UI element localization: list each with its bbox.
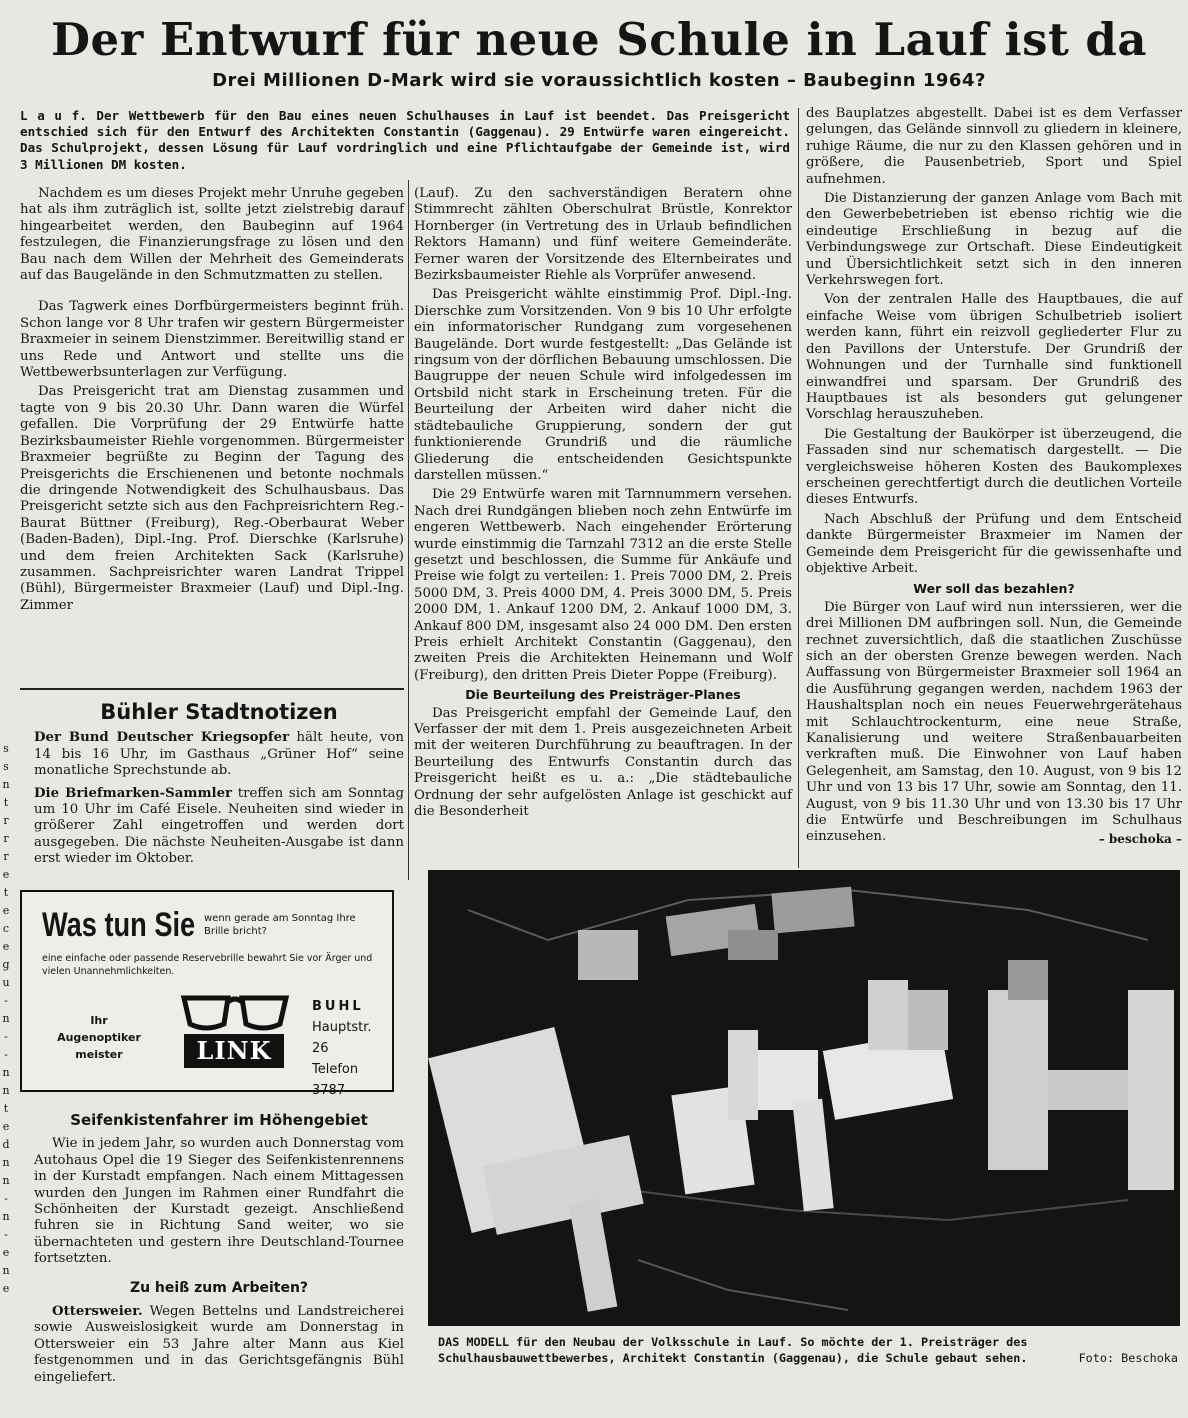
- col1-paragraph: Das Tagwerk eines Dorfbürgermeisters beginnt früh. Schon lange vor 8 Uhr trafen wir gestern Bürgermeister Braxmeier in seinem Dienstzimmer. Bereitwillig stand er uns Rede und Antwort und stellte uns die Wettbewerbsunterlagen zur Verfügung.: [20, 299, 404, 381]
- edge-letter: n: [2, 1066, 10, 1079]
- seifen-text: Wie in jedem Jahr, so wurden auch Donnerstag vom Autohaus Opel die 19 Sieger des Seifenkistenrennens in der Kurstadt empfangen. Nach einem Mittagessen wurden den Jungen im Rahmen einer Rundfahrt die Schönheiten der Kurstadt gezeigt. Anschließend fuhren sie in Richtung Sand weiter, wo sie übernachteten und gestern ihre Deutschland-Tournee fortsetzten.: [34, 1136, 404, 1267]
- col3-paragraph: Die Gestaltung der Baukörper ist überzeugend, die Fassaden sind nur schematisch dargestellt. — Die vergleichsweise höheren Kosten des Baukomplexes erscheinen gerechtfertigt durch die deutlichen Vorteile dieses Entwurfs.: [806, 426, 1182, 508]
- edge-letter: n: [2, 1156, 10, 1169]
- edge-letter: e: [2, 940, 10, 953]
- notice-paragraph: [34, 786, 404, 868]
- col3-paragraph: Die Distanzierung der ganzen Anlage vom Bach mit den Gewerbebetrieben ist ebenso richtig wie die eindeutige Erschließung in bezug auf die Verbindungswege zur Ortschaft. Diese Eindeutigkeit und Übersichtlichkeit setzt sich in den inneren Verkehrswegen fort.: [806, 191, 1182, 289]
- column-1: [20, 186, 404, 617]
- ad-address: [312, 996, 392, 1101]
- ad-meister: meister: [75, 1048, 123, 1061]
- edge-letter: e: [2, 868, 10, 881]
- col3-paragraph: Von der zentralen Halle des Hauptbaues, die auf einfache Weise vom übrigen Schulbetrieb isoliert werden kann, führt ein reizvoll gegliederter Flur zu den Pavillons der Unterstufe. Der Grundriß der Wohnungen und der Turnhalle sind funktionell einwandfrei und sparsam. Der Grundriß des Hauptbaues ist als besonders gut gelungener Vorschlag herauszuheben.: [806, 292, 1182, 423]
- col1-paragraph: Nachdem es um dieses Projekt mehr Unruhe gegeben hat als ihm zuträglich ist, sollte jetzt zielstrebig darauf hingearbeitet werden, den Baubeginn auf 1964 festzulegen, die Finanzierungsfrage zu lösen und den Bau nach dem Willen der Mehrheit des Gemeinderats auf das Baugelände in den Schmutzmatten zu stellen.: [20, 186, 404, 284]
- ad-title: Was tun Sie: [42, 906, 196, 944]
- ad-ihr: Ihr: [90, 1014, 108, 1027]
- heiss-bold: Ottersweier.: [52, 1304, 143, 1320]
- heiss-paragraph: [34, 1304, 404, 1386]
- ad-street: Hauptstr. 26: [312, 1020, 372, 1056]
- photo-credit: Foto: Beschoka: [1078, 1351, 1178, 1365]
- left-edge-fragments: [0, 740, 12, 1298]
- edge-letter: -: [4, 994, 8, 1007]
- col2-paragraph: Das Preisgericht wählte einstimmig Prof. Dipl.-Ing. Dierschke zum Vorsitzenden. Von 9 bis 10 Uhr erfolgte ein informatorischer Rundgang zum vorgesehenen Baugelände. Dort wurde festgestellt: „Das Gelände ist ringsum von der dörflichen Bebauung umschlossen. Die Baugruppe der neuen Schule wird infolgedessen im Ortsbild nicht stark in Erscheinung treten. Für die Beurteilung der Arbeiten wird daher nicht die städtebauliche Gruppierung, sondern der gut funktionierende Grundriß und die räumliche Gliederung die entscheidenden Gesichtspunkte darstellen müssen.“: [414, 287, 792, 483]
- ad-tagline: eine einfache oder passende Reservebrille bewahrt Sie vor Ärger und vielen Unannehmlichkeiten.: [42, 953, 373, 977]
- column-3: [806, 106, 1182, 847]
- col2-paragraph: Die 29 Entwürfe waren mit Tarnnummern versehen. Nach drei Rundgängen blieben noch zehn Entwürfe im engeren Wettbewerb. Nach eingehender Erörterung wurde einstimmig die Tarnzahl 7312 an die erste Stelle gesetzt und beschlossen, die Summe für Ankäufe und Preise wie folgt zu verteilen: 1. Preis 7000 DM, 2. Preis 5000 DM, 3. Preis 4000 DM, 4. Preis 3000 DM, 5. Preis 2000 DM, 1. Ankauf 1200 DM, 2. Ankauf 1000 DM, 3. Ankauf 800 DM, insgesamt also 24 000 DM. Den ersten Preis erhielt Architekt Constantin (Gaggenau), den zweiten Preis die Architekten Heinemann und Wolf (Freiburg), den dritten Preis Dieter Poppe (Freiburg).: [414, 487, 792, 683]
- lead-paragraph: L a u f. Der Wettbewerb für den Bau eines neuen Schulhauses in Lauf ist beendet. Das Preisgericht entschied sich für den Entwurf des Architekten Constantin (Gaggenau). 29 Entwürfe waren eingereicht. Das Schulprojekt, dessen Lösung für Lauf vordringlich und eine Pflichtaufgabe der Gemeinde ist, wird 3 Millionen DM kosten.: [20, 108, 790, 172]
- headline: Der Entwurf für neue Schule in Lauf ist da: [50, 13, 1148, 66]
- edge-letter: -: [4, 1192, 8, 1205]
- seifen-title: Seifenkistenfahrer im Höhengebiet: [70, 1111, 368, 1129]
- edge-letter: n: [2, 1084, 10, 1097]
- edge-letter: e: [2, 1120, 10, 1133]
- edge-letter: -: [4, 1048, 8, 1061]
- ad-city: BUHL: [312, 999, 364, 1014]
- col2-paragraph: (Lauf). Zu den sachverständigen Beratern ohne Stimmrecht zählten Oberschulrat Brüstle, Konrektor Hornberger (in Vertretung des in Urlaub befindlichen Rektors Hamann) und fünf weitere Gemeinderäte. Ferner waren der Vorsitzende des Elternbeirates und Bezirksbaumeister Riehle als Vorprüfer anwesend.: [414, 186, 792, 284]
- col3-subheading: Wer soll das bezahlen?: [913, 581, 1075, 597]
- heiss-text: Wegen Bettelns und Landstreicherei sowie Ausweislosigkeit wurde am Donnerstag in Ottersweier ein 53 Jahre alter Mann aus Kiel festgenommen und in das Gerichtsgefängnis Bühl eingeliefert.: [34, 1304, 404, 1385]
- notice-bold: Der Bund Deutscher Kriegsopfer: [34, 730, 290, 746]
- edge-letter: r: [3, 850, 9, 863]
- edge-letter: c: [2, 922, 10, 935]
- edge-letter: u: [2, 976, 10, 989]
- col2-subheading: Die Beurteilung des Preisträger-Planes: [465, 687, 741, 703]
- ad-augenoptiker: Augenoptiker: [57, 1031, 141, 1044]
- buehler-title: Bühler Stadtnotizen: [100, 700, 338, 724]
- edge-letter: t: [3, 886, 9, 899]
- notice-bold: Die Briefmarken-Sammler: [34, 785, 233, 801]
- section-rule: [20, 688, 404, 690]
- seifenkisten-article: [34, 1112, 404, 1389]
- signature: – beschoka –: [1098, 831, 1182, 846]
- column-rule-2: [798, 108, 799, 868]
- edge-letter: t: [3, 796, 9, 809]
- col3-paragraph: des Bauplatzes abgestellt. Dabei ist es dem Verfasser gelungen, das Gelände sinnvoll zu gliedern in kleinere, ruhige Räume, die nur zu den Klassen gehören und in größere, die Pausenbetrieb, Sport und Spiel aufnehmen.: [806, 106, 1182, 187]
- notice-text: hält heute, von 14 bis 16 Uhr, im Gasthaus „Grüner Hof“ seine monatliche Sprechstunde ab.: [34, 730, 404, 779]
- edge-letter: r: [3, 814, 9, 827]
- glasses-icon: [180, 992, 290, 1032]
- edge-letter: e: [2, 904, 10, 917]
- buehler-stadtnotizen: [34, 702, 404, 871]
- notice-text: treffen sich am Sonntag um 10 Uhr im Café Eisele. Neuheiten sind wieder in größerer Zahl eingetroffen und werden dort ausgegeben. Die nächste Neuheiten-Ausgabe ist dann erst wieder im Oktober.: [34, 785, 404, 867]
- col3-paragraph: Die Bürger von Lauf wird nun interssieren, wer die drei Millionen DM aufbringen soll. Nun, die Gemeinde rechnet zuversichtlich, daß die staatlichen Zuschüsse sich an der obersten Grenze bewegen werden. Nach Auffassung von Bürgermeister Braxmeier soll 1964 an die Ausführung gegangen werden, nachdem 1963 der Haushaltsplan noch ein neues Feuerwehrgerätehaus mit Schlauchtrockenturm, eine neue Straße, Kanalisierung und weitere Straßenbauarbeiten verkraften muß. Die Einwohner von Lauf haben Gelegenheit, am Samstag, den 10. August, von 9 bis 12 Uhr und von 13 bis 17 Uhr, sowie am Sonntag, den 11. August, von 9 bis 11.30 Uhr und von 13.30 bis 17 Uhr die Entwürfe und Beschreibungen im Schulhaus einzusehen.: [806, 599, 1182, 845]
- column-rule-1: [408, 180, 409, 880]
- edge-letter: r: [3, 832, 9, 845]
- edge-letter: n: [2, 1174, 10, 1187]
- ad-optician-label: [44, 1012, 154, 1063]
- ad-title-rest: wenn gerade am Sonntag Ihre Brille bricht?: [204, 913, 356, 937]
- edge-letter: g: [2, 958, 10, 971]
- notice-paragraph: [34, 730, 404, 779]
- edge-letter: d: [2, 1138, 10, 1151]
- model-photo-image: [428, 870, 1180, 1326]
- edge-letter: e: [2, 1282, 10, 1295]
- photo-caption: [438, 1334, 1178, 1366]
- edge-letter: n: [2, 778, 10, 791]
- col3-paragraph: Nach Abschluß der Prüfung und dem Entscheid dankte Bürgermeister Braxmeier im Namen der Gemeinde dem Preisgericht für die gewissenhafte und objektive Arbeit.: [806, 511, 1182, 576]
- edge-letter: n: [2, 1264, 10, 1277]
- edge-letter: n: [2, 1210, 10, 1223]
- edge-letter: e: [2, 1246, 10, 1259]
- heiss-title: Zu heiß zum Arbeiten?: [129, 1279, 309, 1296]
- column-2: [414, 186, 792, 823]
- edge-letter: -: [4, 1030, 8, 1043]
- col2-paragraph: Das Preisgericht empfahl der Gemeinde Lauf, den Verfasser der mit dem 1. Preis ausgezeichneten Arbeit mit der weiteren Durchführung zu beauftragen. In der Beurteilung des Entwurfs Constantin durch das Preisgericht heißt es u. a.: „Die städtebauliche Ordnung der sehr aufgelösten Anlage ist geschickt auf die Besonderheit: [414, 705, 792, 820]
- edge-letter: s: [3, 742, 9, 755]
- edge-letter: s: [3, 760, 9, 773]
- optician-advertisement: [20, 890, 394, 1098]
- col1-paragraph: Das Preisgericht trat am Dienstag zusammen und tagte von 9 bis 20.30 Uhr. Dann waren die Würfel gefallen. Die Vorprüfung der 29 Entwürfe hatte Bezirksbaumeister Riehle vorgenommen. Bürgermeister Braxmeier begrüßte zu Beginn der Tagung des Preisgerichts die Erschienenen und betonte nochmals die dringende Notwendigkeit des Schulhausbaus. Das Preisgericht setzte sich aus den Fachpreisrichtern Reg.-Baurat Büttner (Freiburg), Reg.-Oberbaurat Weber (Baden-Baden), Dipl.-Ing. Prof. Dierschke (Karlsruhe) und dem freien Architekten Sack (Karlsruhe) zusammen. Sachpreisrichter waren Landrat Trippel (Bühl), Bürgermeister Braxmeier (Lauf) und Dipl.-Ing. Zimmer: [20, 384, 404, 613]
- ad-logo: LINK: [184, 1034, 284, 1068]
- edge-letter: n: [2, 1012, 10, 1025]
- model-photo: [428, 870, 1180, 1326]
- caption-text: DAS MODELL für den Neubau der Volksschule in Lauf. So möchte der 1. Preisträger des Schulhausbauwettbewerbes, Architekt Constantin (Gaggenau), die Schule gebaut sehen.: [438, 1335, 1028, 1365]
- ad-phone: Telefon 3787: [312, 1062, 359, 1098]
- edge-letter: t: [3, 1102, 9, 1115]
- edge-letter: -: [4, 1228, 8, 1241]
- subheadline: Drei Millionen D-Mark wird sie voraussichtlich kosten – Baubeginn 1964?: [212, 70, 986, 91]
